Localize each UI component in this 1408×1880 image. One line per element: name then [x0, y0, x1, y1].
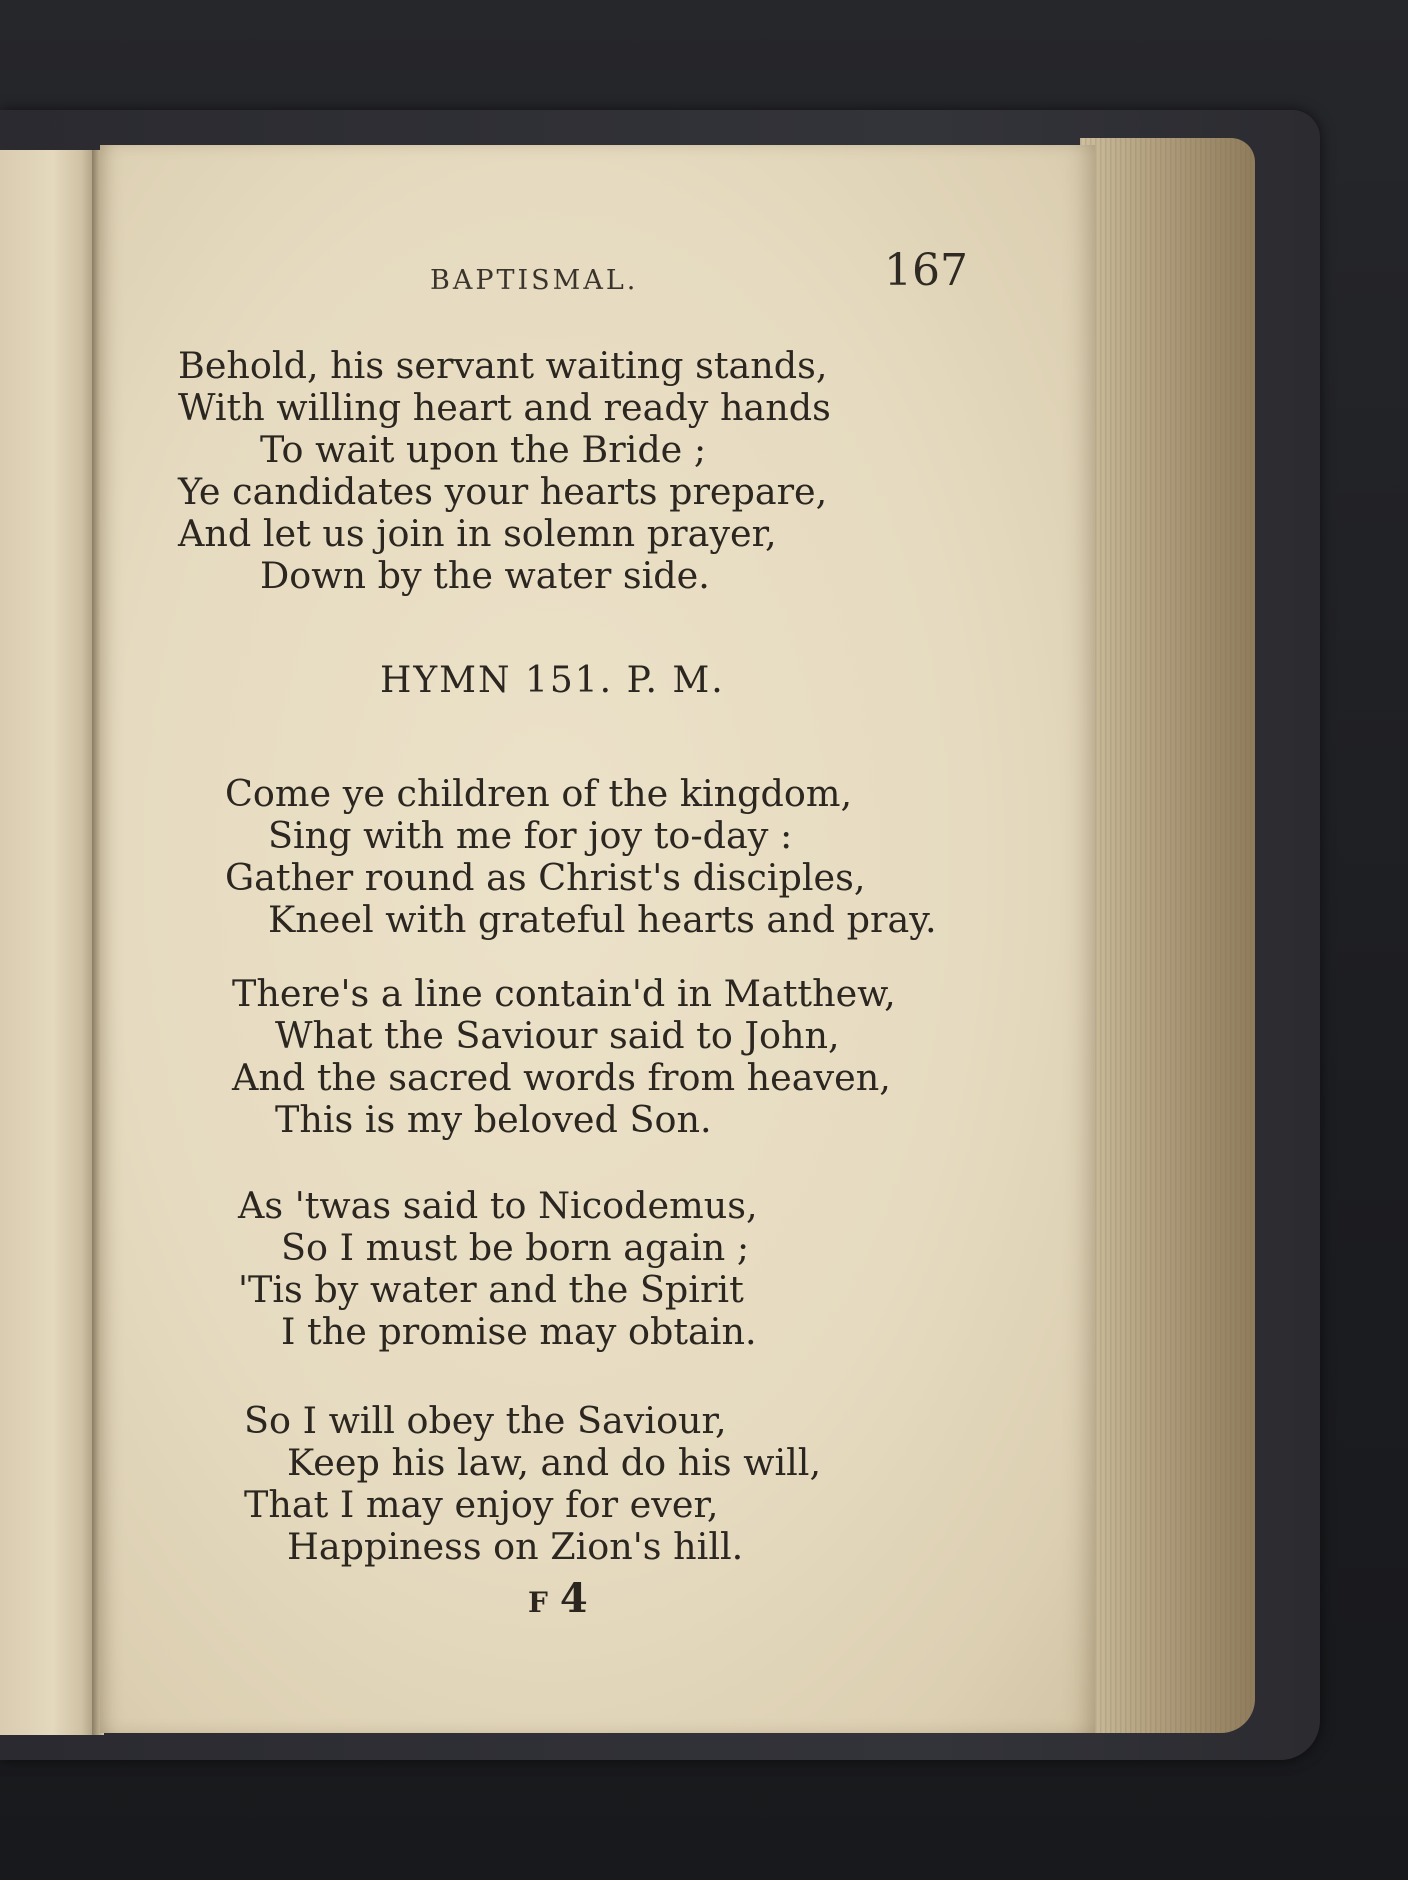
verse-line: Kneel with grateful hearts and pray. [268, 898, 937, 941]
verse-line: To wait upon the Bride ; [260, 428, 707, 471]
printer-signature [528, 1575, 588, 1622]
verse-line: Down by the water side. [260, 554, 710, 597]
verse-line: Sing with me for joy to-day : [268, 814, 793, 857]
verse-line: Come ye children of the kingdom, [225, 772, 853, 815]
hymn-heading: HYMN 151. P. M. [380, 660, 725, 701]
verse-line: As 'twas said to Nicodemus, [238, 1184, 758, 1227]
verse-line: Gather round as Christ's disciples, [225, 856, 866, 899]
verse-line: What the Saviour said to John, [275, 1014, 840, 1057]
opening-stanza [178, 345, 831, 597]
hymn-stanza-2 [232, 973, 896, 1141]
page-fore-edge [1080, 138, 1255, 1733]
verse-line: 'Tis by water and the Spirit [238, 1268, 744, 1311]
signature-letter: F [528, 1586, 548, 1619]
running-head: BAPTISMAL. [430, 265, 639, 296]
verse-line: Ye candidates your hearts prepare, [178, 470, 828, 513]
hymn-stanza-4 [244, 1400, 821, 1568]
hymn-stanza-3 [238, 1185, 758, 1353]
verse-line: And the sacred words from heaven, [232, 1056, 891, 1099]
book-page [100, 145, 1095, 1733]
signature-number: 4 [559, 1575, 588, 1622]
verse-line: Happiness on Zion's hill. [287, 1525, 744, 1568]
verse-line: That I may enjoy for ever, [244, 1483, 719, 1526]
page-number: 167 [884, 245, 968, 296]
verse-line: I the promise may obtain. [281, 1310, 757, 1353]
verse-line: With willing heart and ready hands [178, 386, 831, 429]
verse-line: Keep his law, and do his will, [287, 1441, 822, 1484]
verse-line: This is my beloved Son. [275, 1098, 712, 1141]
verse-line: There's a line contain'd in Matthew, [232, 972, 896, 1015]
verse-line: Behold, his servant waiting stands, [178, 344, 828, 387]
hymn-stanza-1 [225, 773, 937, 941]
verse-line: And let us join in solemn prayer, [178, 512, 777, 555]
left-page-edge [0, 150, 98, 1735]
verse-line: So I will obey the Saviour, [244, 1399, 727, 1442]
verse-line: So I must be born again ; [281, 1226, 750, 1269]
